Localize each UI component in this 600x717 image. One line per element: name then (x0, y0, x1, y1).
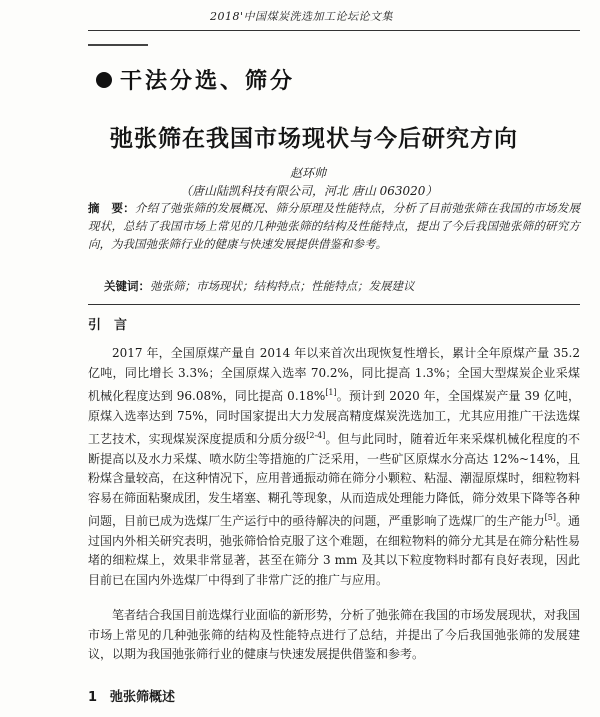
abstract-text: 介绍了弛张筛的发展概况、筛分原理及性能特点，分析了目前弛张筛在我国的市场发展现状，总结了我国市场上常见的几种弛张筛的结构及性能特点，提出了今后我国弛张筛的研究方向，为我国弛张筛行业的健康与快速发展提供借鉴和参考。 (88, 201, 581, 251)
citation: [1] (325, 388, 337, 397)
section1-heading: 1 弛张筛概述 (88, 690, 176, 705)
header-rule (88, 30, 580, 31)
header-rule-accent (88, 44, 148, 46)
paper-title: 弛张筛在我国市场现状与今后研究方向 (110, 126, 518, 152)
intro-paragraph-1: 2017 年，全国原煤产量自 2014 年以来首次出现恢复性增长，累计全年原煤产量 35.2 亿吨，同比增长 3.3%；全国原煤入选率 70.2%，同比提高 1.3%；全国大型煤炭企业采煤机械化程度达到 96.08%，同比提高 0.18%[1]。预计到 2020 年，全国煤炭产量 39 亿吨，原煤入选率达到 75%，同时国家提出大力发展高精度煤炭洗选加工，尤其应用推广干法选煤工艺技术，实现煤炭深度提质和分质分级[2-4]。但与此同时，随着近年来采煤机械化程度的不断提高以及水力采煤、喷水防尘等措施的广泛采用，一些矿区原煤水分高达 12%~14%，且粉煤含量较高，在这种情况下，应用普通振动筛在筛分小颗粒、粘湿、潮湿原煤时，细粒物料容易在筛面粘聚成团，发生堵塞、糊孔等现象，从而造成处理能力降低，筛分效果下降等各种问题，目前已成为选煤厂生产运行中的亟待解决的问题，严重影响了选煤厂的生产能力[5]。通过国内外相关研究表明，弛张筛恰恰克服了这个难题，在细粒物料的筛分尤其是在筛分粘性易堵的细粒煤上，效果非常显著，甚至在筛分 3 mm 及其以下粒度物料时都有良好表现，因此目前已在国内外选煤厂中得到了非常广泛的推广与应用。 (88, 346, 581, 587)
affiliation: （唐山陆凯科技有限公司，河北 唐山 063020） (180, 184, 438, 198)
intro-paragraph-2: 笔者结合我国目前选煤行业面临的新形势，分析了弛张筛在我国的市场发展现状，对我国市场上常见的几种弛张筛的结构及性能特点进行了总结，并提出了今后我国弛张筛的发展建议，以期为我国弛张筛行业的健康与快速发展提供借鉴和参考。 (88, 608, 581, 661)
keywords-text: 弛张筛；市场现状；结构特点；性能特点；发展建议 (150, 279, 415, 293)
abstract (88, 199, 580, 253)
section-banner (96, 64, 295, 95)
abstract-rule (88, 304, 580, 305)
author: 赵环帅 (290, 166, 327, 180)
keywords-label: 关键词： (104, 279, 150, 293)
citation: [5] (544, 513, 556, 522)
keywords (104, 278, 415, 294)
intro-heading: 引 言 (88, 318, 128, 333)
abstract-label: 摘 要： (88, 201, 135, 215)
bullet-dot-icon (96, 72, 112, 88)
running-head: 2018'中国煤炭洗选加工论坛论文集 (210, 10, 394, 23)
section-banner-text: 干法分选、筛分 (120, 69, 296, 94)
citation: [2-4] (306, 431, 326, 440)
